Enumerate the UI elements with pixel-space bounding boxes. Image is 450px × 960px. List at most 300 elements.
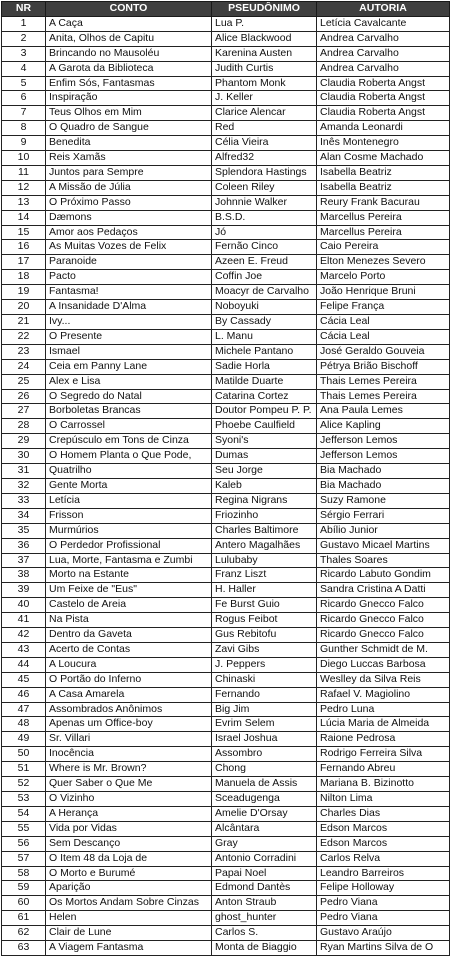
table-row: [2, 151, 450, 166]
cell-nr[interactable]: 6: [2, 91, 46, 106]
table-row: [2, 568, 450, 583]
cell-autoria[interactable]: Amanda Leonardi: [317, 121, 450, 136]
cell-pseudonimo[interactable]: Assombro: [212, 747, 317, 762]
cell-autoria[interactable]: Felipe Holloway: [317, 881, 450, 896]
cell-nr[interactable]: 55: [2, 821, 46, 836]
cell-conto[interactable]: Vida por Vidas: [46, 821, 212, 836]
cell-conto[interactable]: Acerto de Contas: [46, 642, 212, 657]
cell-conto[interactable]: Letícia: [46, 493, 212, 508]
table-row: [2, 478, 450, 493]
cell-autoria[interactable]: Lúcia Maria de Almeida: [317, 717, 450, 732]
table-row: [2, 359, 450, 374]
cell-autoria[interactable]: Ricardo Gnecco Falco: [317, 613, 450, 628]
cell-conto[interactable]: Crepúsculo em Tons de Cinza: [46, 434, 212, 449]
cell-nr[interactable]: 41: [2, 613, 46, 628]
cell-nr[interactable]: 5: [2, 76, 46, 91]
cell-conto[interactable]: O Homem Planta o Que Pode,: [46, 449, 212, 464]
cell-conto[interactable]: A Casa Amarela: [46, 687, 212, 702]
cell-nr[interactable]: 48: [2, 717, 46, 732]
table-row: [2, 717, 450, 732]
cell-nr[interactable]: 2: [2, 31, 46, 46]
cell-conto[interactable]: Benedita: [46, 136, 212, 151]
cell-conto[interactable]: O Morto e Burumé: [46, 866, 212, 881]
cell-autoria[interactable]: Claudia Roberta Angst: [317, 106, 450, 121]
cell-pseudonimo[interactable]: Chinaski: [212, 672, 317, 687]
cell-pseudonimo[interactable]: Judith Curtis: [212, 61, 317, 76]
cell-autoria[interactable]: Claudia Roberta Angst: [317, 91, 450, 106]
cell-pseudonimo[interactable]: Lulubaby: [212, 553, 317, 568]
table-row: [2, 419, 450, 434]
cell-autoria[interactable]: Ana Paula Lemes: [317, 404, 450, 419]
table-row: [2, 449, 450, 464]
cell-pseudonimo[interactable]: Fernando: [212, 687, 317, 702]
table-row: [2, 687, 450, 702]
cell-nr[interactable]: 34: [2, 508, 46, 523]
cell-nr[interactable]: 59: [2, 881, 46, 896]
cell-nr[interactable]: 31: [2, 464, 46, 479]
table-row: [2, 106, 450, 121]
cell-nr[interactable]: 58: [2, 866, 46, 881]
cell-conto[interactable]: A Herança: [46, 806, 212, 821]
cell-autoria[interactable]: Bia Machado: [317, 464, 450, 479]
cell-autoria[interactable]: Pedro Luna: [317, 702, 450, 717]
cell-pseudonimo[interactable]: L. Manu: [212, 329, 317, 344]
table-row: [2, 329, 450, 344]
table-row: [2, 76, 450, 91]
cell-conto[interactable]: Inspiração: [46, 91, 212, 106]
cell-pseudonimo[interactable]: Israel Joshua: [212, 732, 317, 747]
table-row: [2, 61, 450, 76]
cell-conto[interactable]: Aparição: [46, 881, 212, 896]
cell-conto[interactable]: O Perdedor Profissional: [46, 538, 212, 553]
cell-nr[interactable]: 43: [2, 642, 46, 657]
cell-conto[interactable]: Sem Descanço: [46, 836, 212, 851]
cell-pseudonimo[interactable]: Franz Liszt: [212, 568, 317, 583]
cell-nr[interactable]: 12: [2, 180, 46, 195]
table-row: [2, 821, 450, 836]
cell-pseudonimo[interactable]: Red: [212, 121, 317, 136]
cell-nr[interactable]: 4: [2, 61, 46, 76]
cell-pseudonimo[interactable]: Big Jim: [212, 702, 317, 717]
table-row: [2, 866, 450, 881]
cell-autoria[interactable]: Andrea Carvalho: [317, 31, 450, 46]
cell-nr[interactable]: 22: [2, 329, 46, 344]
cell-pseudonimo[interactable]: Phoebe Caulfield: [212, 419, 317, 434]
cell-autoria[interactable]: Letícia Cavalcante: [317, 16, 450, 31]
cell-conto[interactable]: A Viagem Fantasma: [46, 941, 212, 956]
cell-pseudonimo[interactable]: Azeen E. Freud: [212, 255, 317, 270]
cell-conto[interactable]: O Próximo Passo: [46, 195, 212, 210]
cell-conto[interactable]: O Vizinho: [46, 792, 212, 807]
cell-nr[interactable]: 18: [2, 270, 46, 285]
cell-nr[interactable]: 32: [2, 478, 46, 493]
table-row: [2, 31, 450, 46]
cell-pseudonimo[interactable]: Phantom Monk: [212, 76, 317, 91]
cell-autoria[interactable]: Pétrya Brião Bischoff: [317, 359, 450, 374]
cell-pseudonimo[interactable]: Antonio Corradini: [212, 851, 317, 866]
table-row: [2, 583, 450, 598]
cell-conto[interactable]: Um Feixe de "Eus": [46, 583, 212, 598]
cell-pseudonimo[interactable]: Anton Straub: [212, 896, 317, 911]
cell-nr[interactable]: 25: [2, 374, 46, 389]
cell-autoria[interactable]: Ricardo Labuto Gondim: [317, 568, 450, 583]
cell-nr[interactable]: 30: [2, 449, 46, 464]
cell-conto[interactable]: Paranoide: [46, 255, 212, 270]
cell-conto[interactable]: Quer Saber o Que Me: [46, 777, 212, 792]
cell-pseudonimo[interactable]: Evrim Selem: [212, 717, 317, 732]
cell-autoria[interactable]: Leandro Barreiros: [317, 866, 450, 881]
cell-nr[interactable]: 7: [2, 106, 46, 121]
cell-autoria[interactable]: João Henrique Bruni: [317, 285, 450, 300]
cell-autoria[interactable]: Suzy Ramone: [317, 493, 450, 508]
cell-nr[interactable]: 39: [2, 583, 46, 598]
cell-conto[interactable]: Juntos para Sempre: [46, 165, 212, 180]
cell-conto[interactable]: Na Pista: [46, 613, 212, 628]
cell-conto[interactable]: A Caça: [46, 16, 212, 31]
cell-conto[interactable]: Sr. Villari: [46, 732, 212, 747]
cell-conto[interactable]: Borboletas Brancas: [46, 404, 212, 419]
cell-pseudonimo[interactable]: Papai Noel: [212, 866, 317, 881]
cell-pseudonimo[interactable]: Fernão Cinco: [212, 240, 317, 255]
cell-autoria[interactable]: Ryan Martins Silva de O: [317, 941, 450, 956]
cell-conto[interactable]: Assombrados Anônimos: [46, 702, 212, 717]
cell-autoria[interactable]: Isabella Beatriz: [317, 165, 450, 180]
cell-pseudonimo[interactable]: Gray: [212, 836, 317, 851]
cell-pseudonimo[interactable]: Monta de Biaggio: [212, 941, 317, 956]
cell-conto[interactable]: Where is Mr. Brown?: [46, 762, 212, 777]
cell-autoria[interactable]: Marcellus Pereira: [317, 210, 450, 225]
table-row: [2, 806, 450, 821]
cell-autoria[interactable]: Jefferson Lemos: [317, 449, 450, 464]
cell-autoria[interactable]: Weslley da Silva Reis: [317, 672, 450, 687]
cell-conto[interactable]: Reis Xamãs: [46, 151, 212, 166]
table-row: [2, 523, 450, 538]
cell-autoria[interactable]: Cácia Leal: [317, 315, 450, 330]
cell-conto[interactable]: O Carrossel: [46, 419, 212, 434]
cell-conto[interactable]: A Garota da Biblioteca: [46, 61, 212, 76]
cell-conto[interactable]: Teus Olhos em Mim: [46, 106, 212, 121]
cell-pseudonimo[interactable]: Michele Pantano: [212, 344, 317, 359]
cell-conto[interactable]: Quatrilho: [46, 464, 212, 479]
cell-pseudonimo[interactable]: Carlos S.: [212, 926, 317, 941]
cell-conto[interactable]: As Muitas Vozes de Felix: [46, 240, 212, 255]
table-body: [2, 16, 450, 955]
cell-pseudonimo[interactable]: B.S.D.: [212, 210, 317, 225]
cell-autoria[interactable]: Pedro Viana: [317, 911, 450, 926]
cell-autoria[interactable]: Carlos Relva: [317, 851, 450, 866]
cell-nr[interactable]: 38: [2, 568, 46, 583]
table-row: [2, 300, 450, 315]
cell-autoria[interactable]: Elton Menezes Severo: [317, 255, 450, 270]
cell-pseudonimo[interactable]: Clarice Alencar: [212, 106, 317, 121]
cell-pseudonimo[interactable]: Kaleb: [212, 478, 317, 493]
header-nr[interactable]: NR: [2, 2, 46, 17]
cell-conto[interactable]: O Quadro de Sangue: [46, 121, 212, 136]
cell-nr[interactable]: 29: [2, 434, 46, 449]
cell-autoria[interactable]: Mariana B. Bizinotto: [317, 777, 450, 792]
cell-nr[interactable]: 21: [2, 315, 46, 330]
table-row: [2, 434, 450, 449]
table-row: [2, 493, 450, 508]
cell-pseudonimo[interactable]: Lua P.: [212, 16, 317, 31]
cell-pseudonimo[interactable]: Alfred32: [212, 151, 317, 166]
cell-conto[interactable]: Frisson: [46, 508, 212, 523]
cell-nr[interactable]: 16: [2, 240, 46, 255]
cell-nr[interactable]: 15: [2, 225, 46, 240]
cell-conto[interactable]: Fantasma!: [46, 285, 212, 300]
contos-table: [1, 1, 450, 956]
table-row: [2, 344, 450, 359]
cell-nr[interactable]: 44: [2, 657, 46, 672]
cell-autoria[interactable]: Claudia Roberta Angst: [317, 76, 450, 91]
cell-conto[interactable]: A Missão de Júlia: [46, 180, 212, 195]
cell-pseudonimo[interactable]: Syoni's: [212, 434, 317, 449]
cell-nr[interactable]: 20: [2, 300, 46, 315]
table-row: [2, 553, 450, 568]
table-row: [2, 657, 450, 672]
cell-autoria[interactable]: Abílio Junior: [317, 523, 450, 538]
cell-nr[interactable]: 45: [2, 672, 46, 687]
header-autoria[interactable]: AUTORIA: [317, 2, 450, 17]
cell-nr[interactable]: 46: [2, 687, 46, 702]
cell-nr[interactable]: 52: [2, 777, 46, 792]
cell-conto[interactable]: A Loucura: [46, 657, 212, 672]
cell-autoria[interactable]: Edson Marcos: [317, 821, 450, 836]
cell-autoria[interactable]: Alan Cosme Machado: [317, 151, 450, 166]
cell-autoria[interactable]: Pedro Viana: [317, 896, 450, 911]
cell-pseudonimo[interactable]: By Cassady: [212, 315, 317, 330]
cell-conto[interactable]: Inocência: [46, 747, 212, 762]
cell-conto[interactable]: Helen: [46, 911, 212, 926]
cell-autoria[interactable]: Reury Frank Bacurau: [317, 195, 450, 210]
cell-nr[interactable]: 47: [2, 702, 46, 717]
cell-nr[interactable]: 53: [2, 792, 46, 807]
cell-nr[interactable]: 8: [2, 121, 46, 136]
cell-autoria[interactable]: Bia Machado: [317, 478, 450, 493]
cell-nr[interactable]: 37: [2, 553, 46, 568]
cell-conto[interactable]: O Presente: [46, 329, 212, 344]
cell-pseudonimo[interactable]: Sceadugenga: [212, 792, 317, 807]
cell-nr[interactable]: 10: [2, 151, 46, 166]
cell-pseudonimo[interactable]: Manuela de Assis: [212, 777, 317, 792]
cell-conto[interactable]: Alex e Lisa: [46, 374, 212, 389]
cell-autoria[interactable]: Thais Lemes Pereira: [317, 374, 450, 389]
cell-autoria[interactable]: Alice Kapling: [317, 419, 450, 434]
cell-pseudonimo[interactable]: Splendora Hastings: [212, 165, 317, 180]
cell-autoria[interactable]: Inês Montenegro: [317, 136, 450, 151]
cell-pseudonimo[interactable]: Johnnie Walker: [212, 195, 317, 210]
cell-pseudonimo[interactable]: Célia Vieira: [212, 136, 317, 151]
cell-nr[interactable]: 14: [2, 210, 46, 225]
header-row: [2, 2, 450, 17]
cell-conto[interactable]: A Insanidade D'Alma: [46, 300, 212, 315]
cell-autoria[interactable]: Fernando Abreu: [317, 762, 450, 777]
cell-autoria[interactable]: Thais Lemes Pereira: [317, 389, 450, 404]
cell-nr[interactable]: 42: [2, 628, 46, 643]
cell-nr[interactable]: 62: [2, 926, 46, 941]
cell-pseudonimo[interactable]: Coffin Joe: [212, 270, 317, 285]
cell-pseudonimo[interactable]: Chong: [212, 762, 317, 777]
table-row: [2, 628, 450, 643]
cell-autoria[interactable]: Jefferson Lemos: [317, 434, 450, 449]
cell-autoria[interactable]: Ricardo Gnecco Falco: [317, 628, 450, 643]
cell-conto[interactable]: O Segredo do Natal: [46, 389, 212, 404]
cell-nr[interactable]: 49: [2, 732, 46, 747]
cell-pseudonimo[interactable]: Seu Jorge: [212, 464, 317, 479]
table-row: [2, 941, 450, 956]
cell-pseudonimo[interactable]: Coleen Riley: [212, 180, 317, 195]
cell-autoria[interactable]: Andrea Carvalho: [317, 61, 450, 76]
cell-nr[interactable]: 11: [2, 165, 46, 180]
cell-conto[interactable]: Ismael: [46, 344, 212, 359]
cell-pseudonimo[interactable]: J. Peppers: [212, 657, 317, 672]
cell-nr[interactable]: 33: [2, 493, 46, 508]
header-conto[interactable]: CONTO: [46, 2, 212, 17]
cell-nr[interactable]: 56: [2, 836, 46, 851]
cell-pseudonimo[interactable]: Moacyr de Carvalho: [212, 285, 317, 300]
cell-pseudonimo[interactable]: Fe Burst Guio: [212, 598, 317, 613]
table-row: [2, 762, 450, 777]
cell-pseudonimo[interactable]: Gus Rebitofu: [212, 628, 317, 643]
table-row: [2, 777, 450, 792]
table-row: [2, 91, 450, 106]
cell-pseudonimo[interactable]: Regina Nigrans: [212, 493, 317, 508]
cell-conto[interactable]: O Portão do Inferno: [46, 672, 212, 687]
cell-nr[interactable]: 63: [2, 941, 46, 956]
cell-autoria[interactable]: Sandra Cristina A Datti: [317, 583, 450, 598]
cell-pseudonimo[interactable]: Sadie Horla: [212, 359, 317, 374]
cell-nr[interactable]: 24: [2, 359, 46, 374]
table-row: [2, 598, 450, 613]
cell-autoria[interactable]: Gustavo Araújo: [317, 926, 450, 941]
cell-autoria[interactable]: José Geraldo Gouveia: [317, 344, 450, 359]
table-row: [2, 240, 450, 255]
table-row: [2, 508, 450, 523]
cell-autoria[interactable]: Felipe França: [317, 300, 450, 315]
cell-autoria[interactable]: Rafael V. Magiolino: [317, 687, 450, 702]
cell-nr[interactable]: 17: [2, 255, 46, 270]
cell-autoria[interactable]: Isabella Beatriz: [317, 180, 450, 195]
table-row: [2, 926, 450, 941]
cell-nr[interactable]: 3: [2, 46, 46, 61]
cell-pseudonimo[interactable]: H. Haller: [212, 583, 317, 598]
cell-nr[interactable]: 50: [2, 747, 46, 762]
cell-pseudonimo[interactable]: Alcântara: [212, 821, 317, 836]
cell-autoria[interactable]: Andrea Carvalho: [317, 46, 450, 61]
cell-conto[interactable]: Ceia em Panny Lane: [46, 359, 212, 374]
cell-pseudonimo[interactable]: Alice Blackwood: [212, 31, 317, 46]
cell-autoria[interactable]: Cácia Leal: [317, 329, 450, 344]
table-row: [2, 255, 450, 270]
cell-nr[interactable]: 51: [2, 762, 46, 777]
cell-nr[interactable]: 27: [2, 404, 46, 419]
cell-pseudonimo[interactable]: Doutor Pompeu P. P.: [212, 404, 317, 419]
cell-pseudonimo[interactable]: Matilde Duarte: [212, 374, 317, 389]
cell-conto[interactable]: Lua, Morte, Fantasma e Zumbi: [46, 553, 212, 568]
cell-autoria[interactable]: Charles Dias: [317, 806, 450, 821]
cell-pseudonimo[interactable]: Edmond Dantès: [212, 881, 317, 896]
cell-conto[interactable]: Amor aos Pedaços: [46, 225, 212, 240]
cell-nr[interactable]: 26: [2, 389, 46, 404]
cell-conto[interactable]: Os Mortos Andam Sobre Cinzas: [46, 896, 212, 911]
cell-pseudonimo[interactable]: ghost_hunter: [212, 911, 317, 926]
table-row: [2, 195, 450, 210]
cell-nr[interactable]: 19: [2, 285, 46, 300]
cell-conto[interactable]: Ivy...: [46, 315, 212, 330]
cell-nr[interactable]: 13: [2, 195, 46, 210]
cell-pseudonimo[interactable]: Noboyuki: [212, 300, 317, 315]
cell-autoria[interactable]: Gunther Schmidt de M.: [317, 642, 450, 657]
cell-pseudonimo[interactable]: J. Keller: [212, 91, 317, 106]
cell-nr[interactable]: 9: [2, 136, 46, 151]
cell-autoria[interactable]: Diego Luccas Barbosa: [317, 657, 450, 672]
cell-conto[interactable]: Dentro da Gaveta: [46, 628, 212, 643]
cell-conto[interactable]: Pacto: [46, 270, 212, 285]
cell-nr[interactable]: 54: [2, 806, 46, 821]
cell-autoria[interactable]: Gustavo Micael Martins: [317, 538, 450, 553]
cell-nr[interactable]: 23: [2, 344, 46, 359]
cell-autoria[interactable]: Nilton Lima: [317, 792, 450, 807]
cell-autoria[interactable]: Raione Pedrosa: [317, 732, 450, 747]
cell-pseudonimo[interactable]: Amelie D'Orsay: [212, 806, 317, 821]
cell-conto[interactable]: Morto na Estante: [46, 568, 212, 583]
cell-conto[interactable]: Murmúrios: [46, 523, 212, 538]
table-row: [2, 911, 450, 926]
cell-conto[interactable]: Clair de Lune: [46, 926, 212, 941]
cell-autoria[interactable]: Marcellus Pereira: [317, 225, 450, 240]
cell-conto[interactable]: Gente Morta: [46, 478, 212, 493]
cell-pseudonimo[interactable]: Karenina Austen: [212, 46, 317, 61]
cell-conto[interactable]: Apenas um Office-boy: [46, 717, 212, 732]
cell-nr[interactable]: 36: [2, 538, 46, 553]
cell-conto[interactable]: Brincando no Mausoléu: [46, 46, 212, 61]
cell-autoria[interactable]: Caio Pereira: [317, 240, 450, 255]
cell-nr[interactable]: 40: [2, 598, 46, 613]
cell-nr[interactable]: 28: [2, 419, 46, 434]
cell-nr[interactable]: 60: [2, 896, 46, 911]
cell-conto[interactable]: O Item 48 da Loja de: [46, 851, 212, 866]
cell-nr[interactable]: 35: [2, 523, 46, 538]
cell-conto[interactable]: Castelo de Areia: [46, 598, 212, 613]
cell-autoria[interactable]: Marcelo Porto: [317, 270, 450, 285]
cell-pseudonimo[interactable]: Catarina Cortez: [212, 389, 317, 404]
cell-conto[interactable]: Dæmons: [46, 210, 212, 225]
cell-pseudonimo[interactable]: Friozinho: [212, 508, 317, 523]
table-row: [2, 881, 450, 896]
cell-autoria[interactable]: Thales Soares: [317, 553, 450, 568]
cell-nr[interactable]: 57: [2, 851, 46, 866]
table-row: [2, 225, 450, 240]
header-pseudonimo[interactable]: PSEUDÔNIMO: [212, 2, 317, 17]
cell-conto[interactable]: Anita, Olhos de Capitu: [46, 31, 212, 46]
cell-pseudonimo[interactable]: Zavi Gibs: [212, 642, 317, 657]
cell-nr[interactable]: 1: [2, 16, 46, 31]
table-row: [2, 121, 450, 136]
cell-autoria[interactable]: Ricardo Gnecco Falco: [317, 598, 450, 613]
cell-autoria[interactable]: Rodrigo Ferreira Silva: [317, 747, 450, 762]
cell-pseudonimo[interactable]: Rogus Feibot: [212, 613, 317, 628]
cell-pseudonimo[interactable]: Antero Magalhães: [212, 538, 317, 553]
cell-autoria[interactable]: Edson Marcos: [317, 836, 450, 851]
table-row: [2, 180, 450, 195]
cell-pseudonimo[interactable]: Jó: [212, 225, 317, 240]
cell-conto[interactable]: Enfim Sós, Fantasmas: [46, 76, 212, 91]
cell-nr[interactable]: 61: [2, 911, 46, 926]
table-row: [2, 896, 450, 911]
cell-pseudonimo[interactable]: Dumas: [212, 449, 317, 464]
cell-pseudonimo[interactable]: Charles Baltimore: [212, 523, 317, 538]
cell-autoria[interactable]: Sérgio Ferrari: [317, 508, 450, 523]
